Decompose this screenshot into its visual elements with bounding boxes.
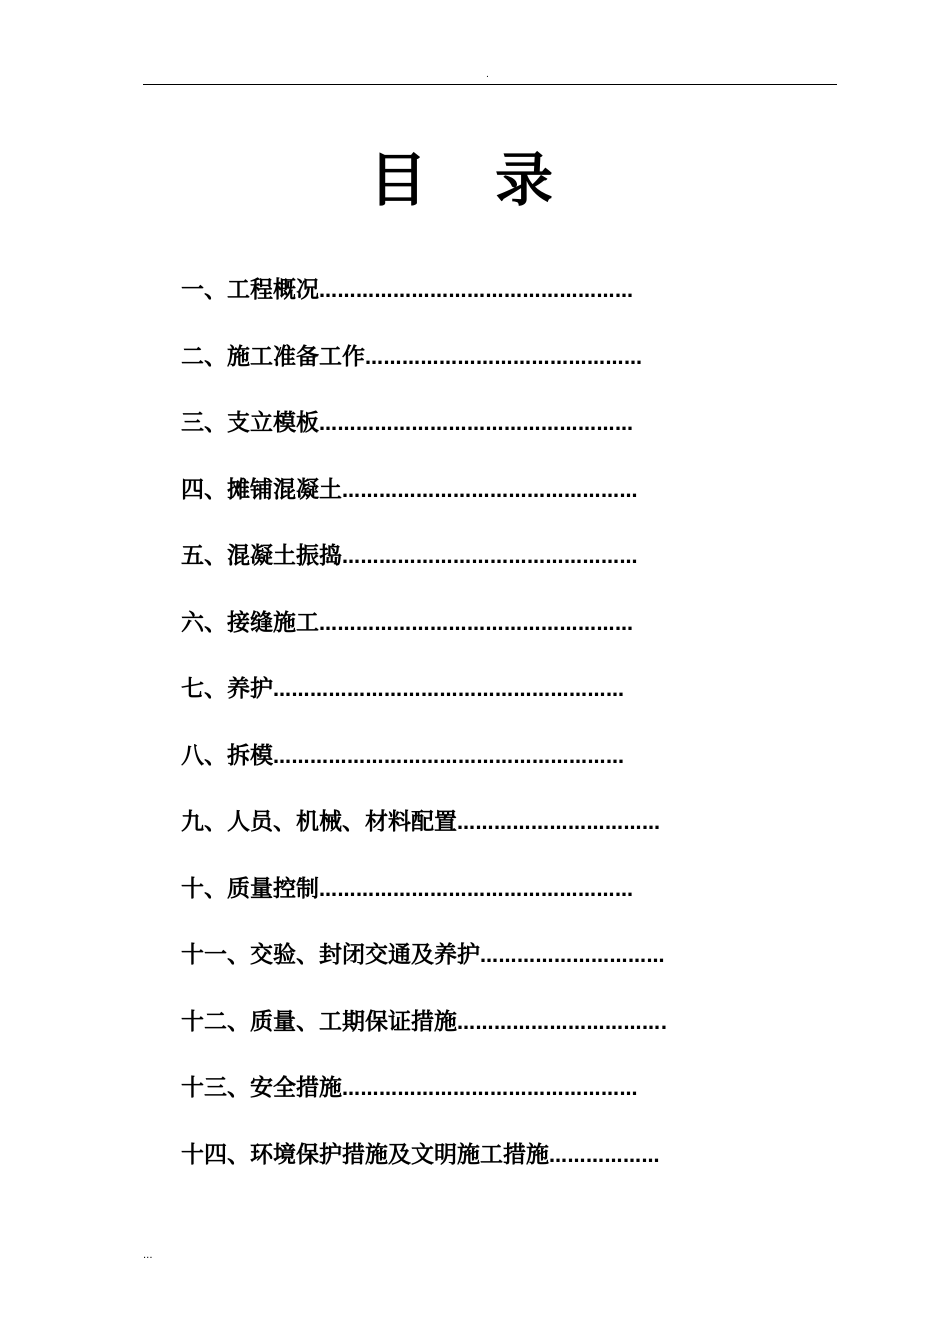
toc-item-label: 二、施工准备工作 [181,343,365,370]
table-of-contents [181,270,761,1201]
toc-leader-dots: ………………………………………………… [273,746,625,768]
toc-leader-dots: …………………………………………… [319,414,634,435]
toc-item-label: 十一、交验、封闭交通及养护 [181,942,480,968]
toc-leader-dots: ………………………… [480,946,665,967]
toc-leader-dots: …………………………………………… [319,281,634,302]
toc-item-label: 十三、安全措施 [181,1075,342,1101]
toc-item-label: 九、人员、机械、材料配置 [181,809,457,835]
toc-item[interactable] [181,1135,761,1202]
toc-item[interactable] [181,337,761,404]
page-title: 目录 [368,146,621,214]
toc-item[interactable] [181,603,761,670]
toc-leader-dots: ……………………………………… [365,347,643,369]
toc-leader-dots: …………………………… [457,813,661,834]
toc-item[interactable] [181,802,761,869]
toc-leader-dots: ………………………………………… [342,480,638,502]
toc-item-label: 一、工程概况 [181,277,319,303]
toc-item-label: 四、摊铺混凝土 [181,476,342,503]
toc-leader-dots: …………………………………………… [319,613,634,635]
toc-item-label: 八、拆模 [181,742,273,769]
toc-item[interactable] [181,403,761,470]
toc-item-label: 五、混凝土振捣 [181,543,342,569]
toc-item[interactable] [181,935,761,1002]
toc-item[interactable] [181,869,761,936]
toc-item[interactable] [181,536,761,603]
toc-leader-dots: ………………………………………… [342,547,638,568]
toc-item[interactable] [181,270,761,337]
toc-leader-dots: ………………………………………… [342,1079,638,1100]
toc-item-label: 三、支立模板 [181,410,319,436]
toc-item-label: 十二、质量、工期保证措施 [181,1008,457,1035]
toc-item[interactable] [181,669,761,736]
header-mark: . [486,70,489,80]
toc-leader-dots: ……………………………. [457,1012,668,1034]
toc-leader-dots: ……………… [549,1145,660,1167]
toc-item[interactable] [181,1068,761,1135]
toc-leader-dots: …………………………………………… [319,879,634,901]
toc-leader-dots: ………………………………………………… [273,680,625,701]
toc-item-label: 十四、环境保护措施及文明施工措施 [181,1141,549,1168]
toc-item[interactable] [181,470,761,537]
toc-item-label: 七、养护 [181,676,273,702]
toc-item-label: 六、接缝施工 [181,609,319,636]
footer-mark: ... [143,1250,153,1261]
header-rule [143,84,837,85]
toc-item[interactable] [181,736,761,803]
toc-item[interactable] [181,1002,761,1069]
toc-item-label: 十、质量控制 [181,875,319,902]
